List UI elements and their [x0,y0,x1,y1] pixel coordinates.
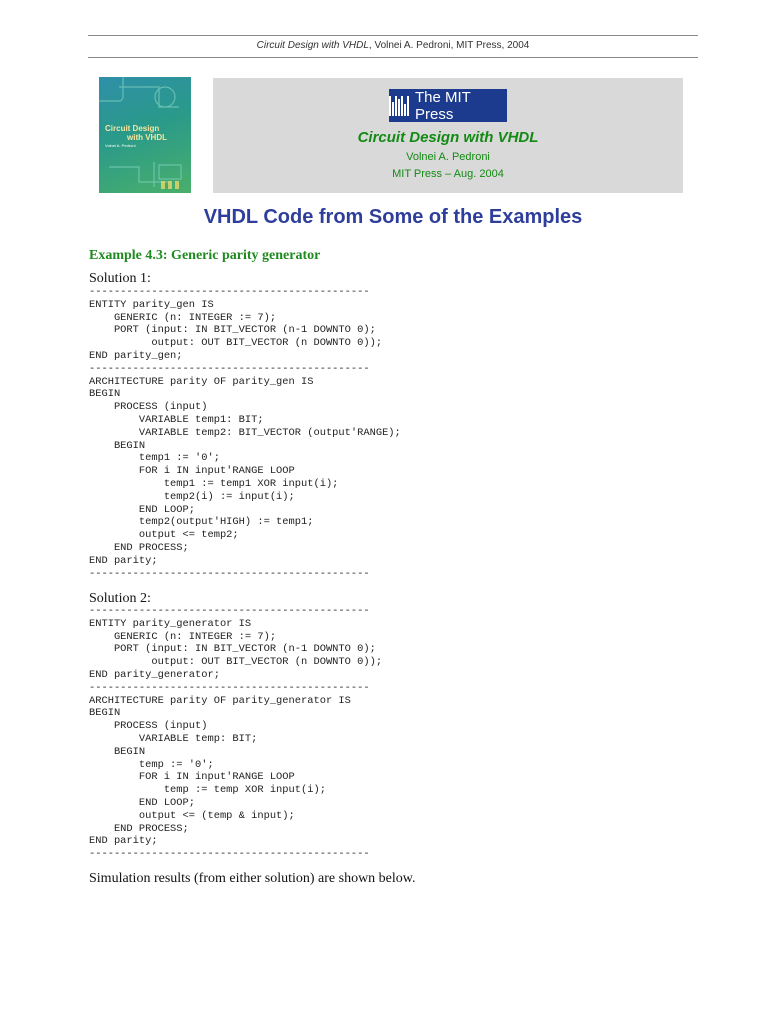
solution-2-code: --------------------------------------------- ENTITY parity_generator IS GENERIC (n: INTEGER := 7); PORT (input: IN BIT_VECTOR (n-1 DOWNTO 0); output: OUT BIT_VECTOR (n DOWNTO 0)); END parity_generator; --------------------------------------------- ARCHITECTURE parity OF parity_generator IS BEGIN PROCESS (input) VARIABLE temp: BIT; BEGIN temp := '0'; FOR i IN input'RANGE LOOP temp := temp XOR input(i); END LOOP; output <= (temp & input); END PROCESS; END parity; --------------------------------------------- [89,605,383,861]
book-cover-image [99,77,191,193]
running-header-title: Circuit Design with VHDL [256,40,369,51]
running-header-details: , Volnei A. Pedroni, MIT Press, 2004 [368,40,530,51]
example-heading: Example 4.3: Generic parity generator [89,248,321,263]
solution-1-label: Solution 1: [89,271,151,286]
solution-2-label: Solution 2: [89,591,151,606]
banner-publisher: MIT Press – Aug. 2004 [392,168,504,180]
mit-press-logo-icon [389,96,409,116]
header-bottom-rule [88,57,698,58]
page-title: VHDL Code from Some of the Examples [203,206,583,228]
simulation-results-text: Simulation results (from either solution) are shown below. [89,871,416,886]
publisher-banner [213,78,683,193]
banner-author: Volnei A. Pedroni [406,151,490,163]
solution-1-code: --------------------------------------------- ENTITY parity_gen IS GENERIC (n: INTEGER := 7); PORT (input: IN BIT_VECTOR (n-1 DOWNTO 0); output: OUT BIT_VECTOR (n DOWNTO 0)); END parity_gen; --------------------------------------------- ARCHITECTURE parity OF parity_gen IS BEGIN PROCESS (input) VARIABLE temp1: BIT; VARIABLE temp2: BIT_VECTOR (output'RANGE); BEGIN temp1 := '0'; FOR i IN input'RANGE LOOP temp1 := temp1 XOR input(i); temp2(i) := input(i); END LOOP; temp2(output'HIGH) := temp1; output <= temp2; END PROCESS; END parity; --------------------------------------------- [89,286,401,580]
book-cover-title-line2: with VHDL [127,133,167,142]
banner-book-title: Circuit Design with VHDL [357,129,539,146]
mit-press-logo-text: The MIT Press [415,88,471,123]
book-cover-title [105,124,167,142]
book-cover-author: Volnei A. Pedroni [105,143,136,148]
mit-press-logo[interactable] [389,89,507,122]
header-top-rule [88,35,698,36]
book-cover-title-line1: Circuit Design [105,124,160,133]
running-header [88,40,698,51]
